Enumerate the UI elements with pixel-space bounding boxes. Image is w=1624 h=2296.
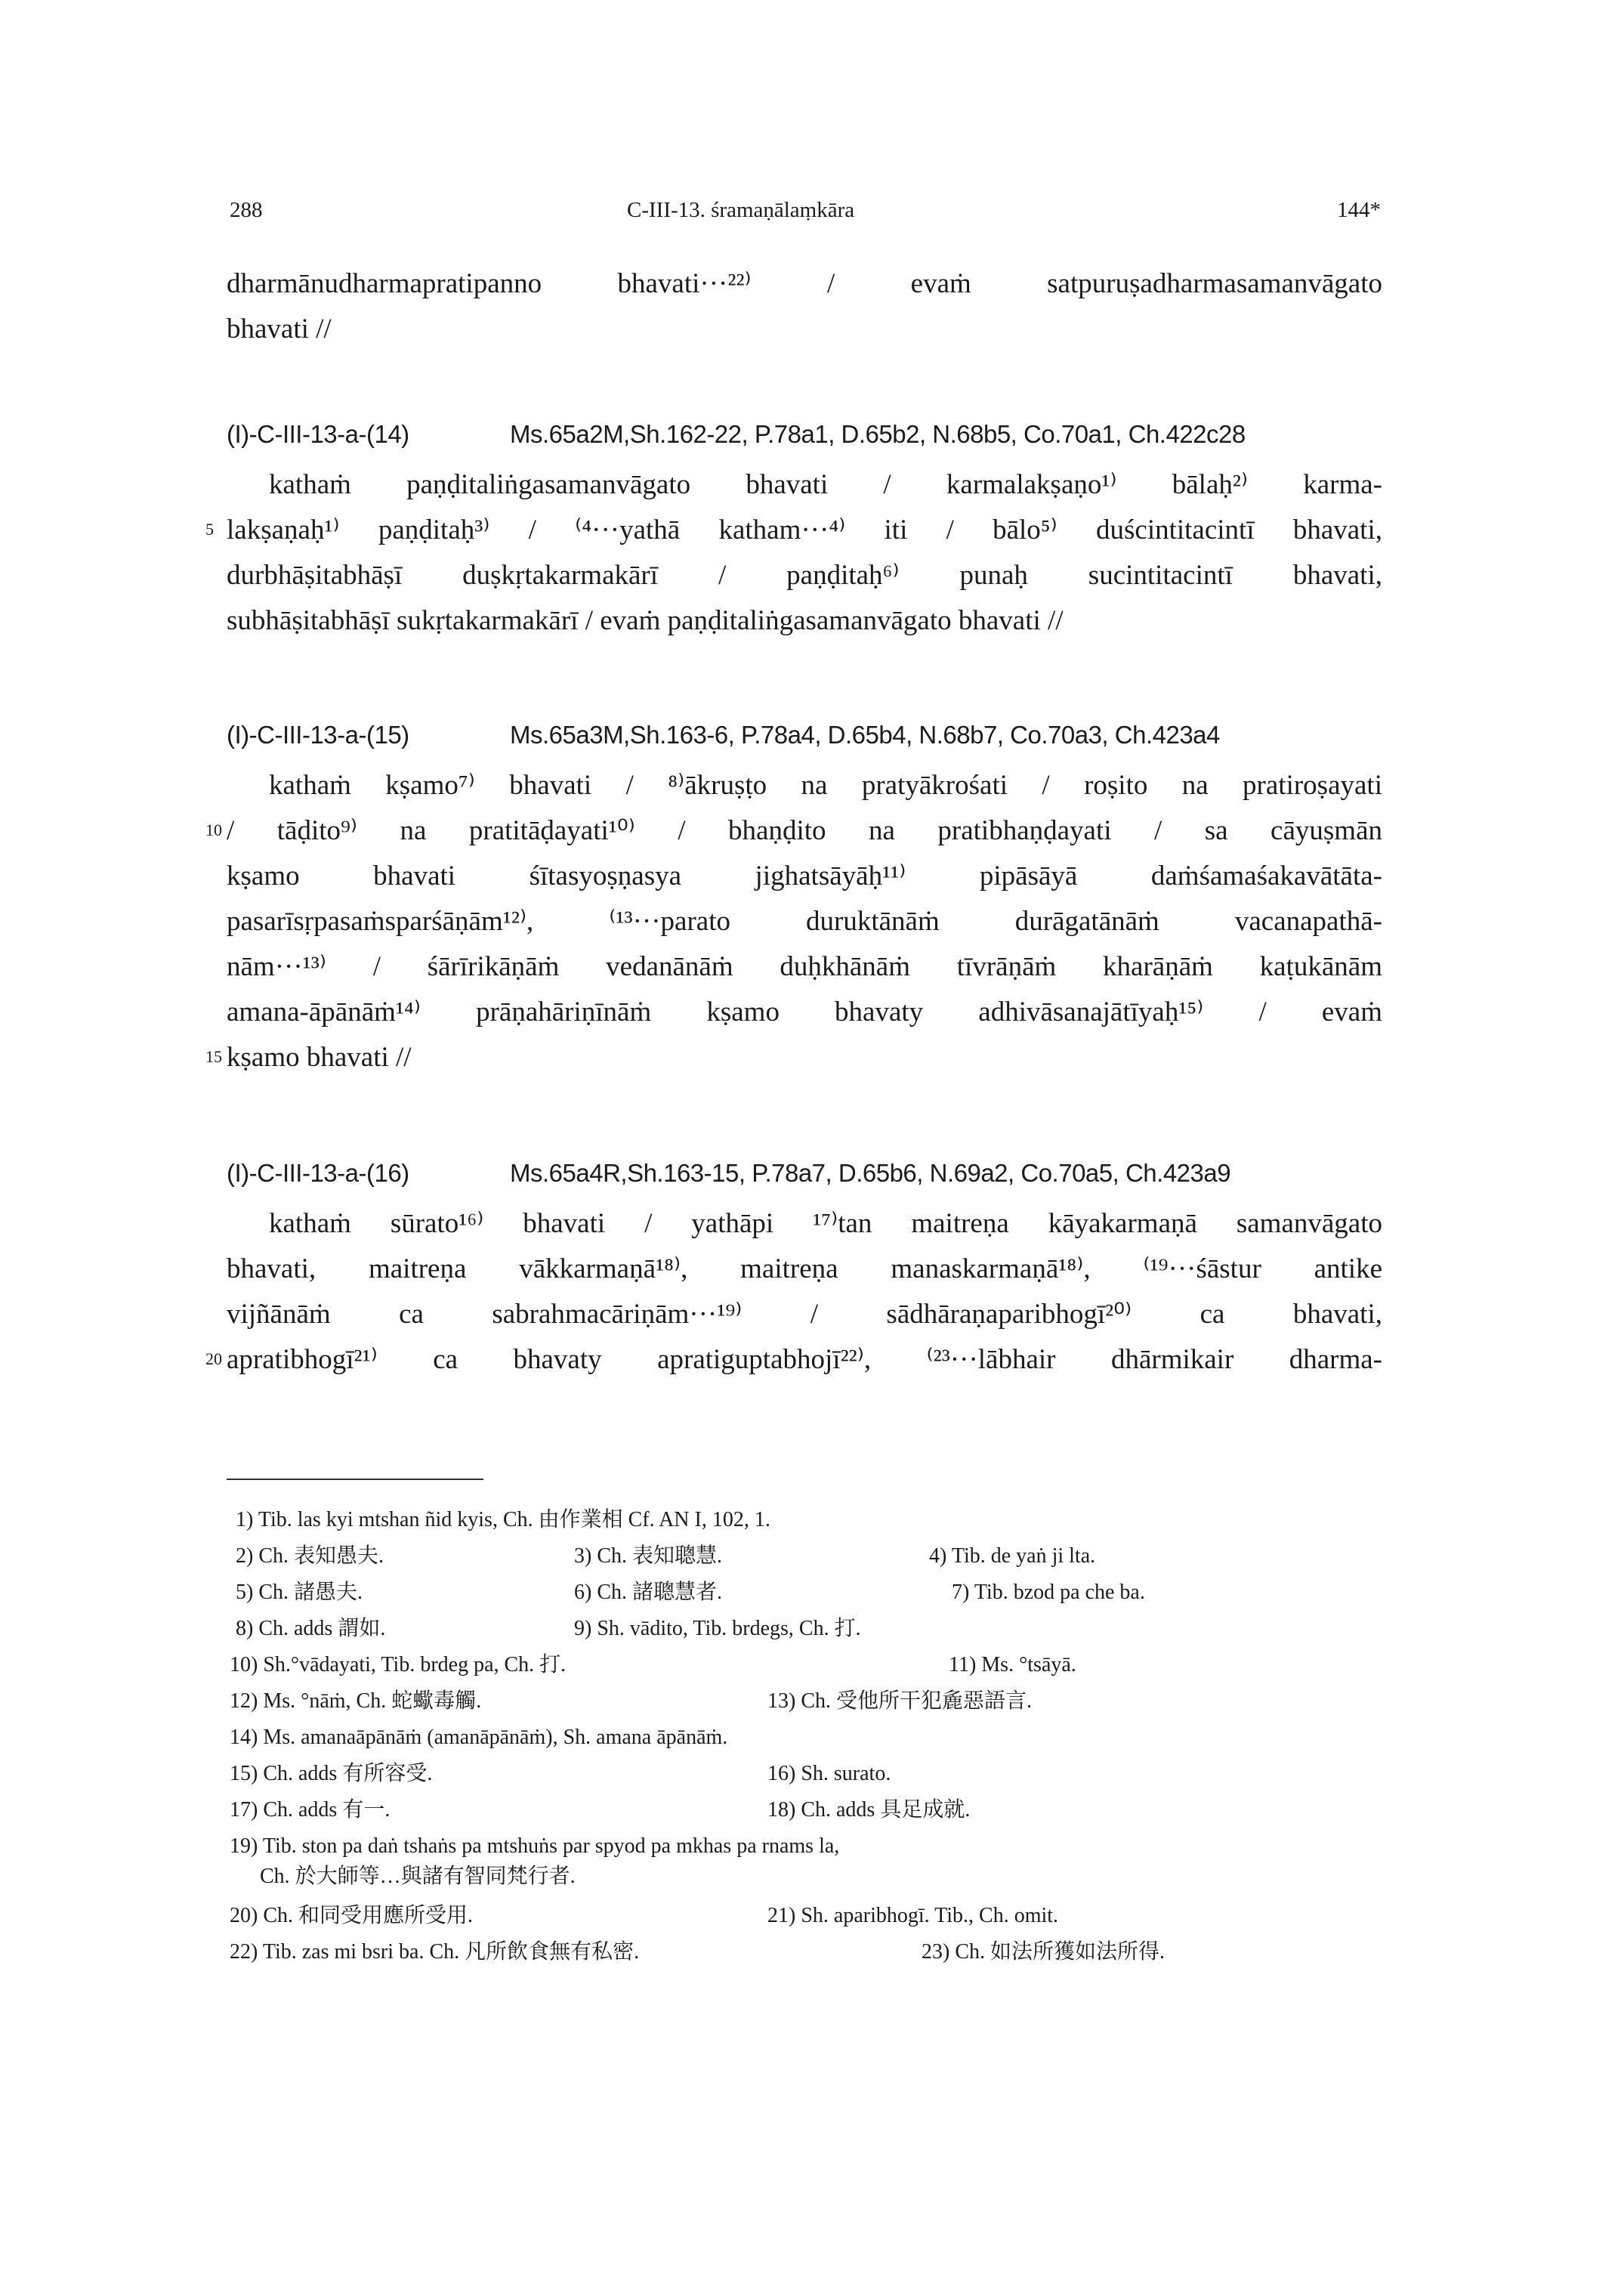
footnote: 11) Ms. °tsāyā. — [949, 1653, 1076, 1676]
section-refs: Ms.65a3M,Sh.163-6, P.78a4, D.65b4, N.68b7, Co.70a3, Ch.423a4 — [510, 721, 1220, 749]
body-line: nām···¹³⁾ / śārīrikāṇāṁ vedanānāṁ duḥkhānāṁ tīvrāṇāṁ kharāṇāṁ kaṭukānām — [227, 951, 1382, 982]
section-refs: Ms.65a4R,Sh.163-15, P.78a7, D.65b6, N.69a2, Co.70a5, Ch.423a9 — [510, 1159, 1231, 1187]
line-number: 20 — [205, 1349, 222, 1368]
footnote: 8) Ch. adds 謂如. — [236, 1617, 386, 1640]
section-id: (I)-C-III-13-a-(16) — [227, 1159, 409, 1187]
body-line: / tāḍito⁹⁾ na pratitāḍayati¹⁰⁾ / bhaṇḍito na pratibhaṇḍayati / sa cāyuṣmān — [227, 815, 1382, 846]
footnote: 7) Tib. bzod pa che ba. — [952, 1581, 1145, 1604]
body-line: kathaṁ paṇḍitaliṅgasamanvāgato bhavati / karmalakṣaṇo¹⁾ bālaḥ²⁾ karma- — [269, 469, 1382, 500]
line-number: 5 — [205, 520, 214, 539]
footnote: 18) Ch. adds 具足成就. — [767, 1798, 971, 1822]
body-line: dharmānudharmapratipanno bhavati···²²⁾ / evaṁ satpuruṣadharmasamanvāgato — [227, 268, 1382, 299]
footnote: 20) Ch. 和同受用應所受用. — [230, 1904, 474, 1927]
page-number: 288 — [230, 198, 263, 222]
footnote: 6) Ch. 諸聰慧者. — [574, 1581, 723, 1604]
section-refs: Ms.65a2M,Sh.162-22, P.78a1, D.65b2, N.68b5, Co.70a1, Ch.422c28 — [510, 420, 1246, 448]
page-reference: 144* — [1337, 198, 1381, 222]
body-line: kṣamo bhavati śītasyoṣṇasya jighatsāyāḥ¹¹⁾ pipāsāyā daṁśamaśakavātāta- — [227, 861, 1382, 892]
line-number: 15 — [205, 1047, 222, 1066]
footnote: 21) Sh. aparibhogī. Tib., Ch. omit. — [767, 1904, 1059, 1927]
footnote: 5) Ch. 諸愚夫. — [236, 1581, 363, 1604]
section-id: (I)-C-III-13-a-(15) — [227, 721, 409, 749]
footnote: 19) Tib. ston pa daṅ tshaṅs pa mtshuṅs par spyod pa mkhas pa rnams la, — [230, 1834, 840, 1858]
footnote: 4) Tib. de yaṅ ji lta. — [929, 1544, 1096, 1568]
footnote: 15) Ch. adds 有所容受. — [230, 1762, 433, 1785]
section-heading — [227, 1159, 1230, 1188]
body-line: kathaṁ sūrato¹⁶⁾ bhavati / yathāpi ¹⁷⁾tan maitreṇa kāyakarmaṇā samanvāgato — [269, 1208, 1382, 1239]
body-line: vijñānāṁ ca sabrahmacāriṇām···¹⁹⁾ / sādhāraṇaparibhogī²⁰⁾ ca bhavati, — [227, 1299, 1382, 1330]
footnote: 14) Ms. amanaāpānāṁ (amanāpānāṁ), Sh. amana āpānāṁ. — [230, 1726, 728, 1749]
body-line: pasarīsṛpasaṁsparśāṇām¹²⁾, ⁽¹³···parato duruktānāṁ durāgatānāṁ vacanapathā- — [227, 906, 1382, 937]
footnote: 16) Sh. surato. — [767, 1762, 891, 1785]
footnote: 1) Tib. las kyi mtshan ñid kyis, Ch. 由作業相 Cf. AN I, 102, 1. — [236, 1508, 770, 1531]
footnote: 17) Ch. adds 有一. — [230, 1798, 391, 1822]
section-heading — [227, 420, 1246, 449]
footnote-continuation: Ch. 於大師等…與諸有智同梵行者. — [260, 1865, 576, 1888]
line-number: 10 — [205, 820, 222, 839]
body-line: durbhāṣitabhāṣī duṣkṛtakarmakārī / paṇḍitaḥ⁶⁾ punaḥ sucintitacintī bhavati, — [227, 560, 1382, 591]
footnote: 23) Ch. 如法所獲如法所得. — [922, 1940, 1166, 1964]
section-id: (I)-C-III-13-a-(14) — [227, 420, 409, 448]
body-line: lakṣaṇaḥ¹⁾ paṇḍitaḥ³⁾ / ⁽⁴···yathā katham···⁴⁾ iti / bālo⁵⁾ duścintitacintī bhavati, — [227, 515, 1382, 545]
body-line: apratibhogī²¹⁾ ca bhavaty apratiguptabhojī²²⁾, ⁽²³···lābhair dhārmikair dharma- — [227, 1344, 1382, 1375]
body-line: subhāṣitabhāṣī sukṛtakarmakārī / evaṁ paṇḍitaliṅgasamanvāgato bhavati // — [227, 605, 1064, 636]
body-line: bhavati // — [227, 314, 332, 345]
footnote: 3) Ch. 表知聰慧. — [574, 1544, 723, 1568]
footnote-rule — [227, 1479, 483, 1480]
body-line: bhavati, maitreṇa vākkarmaṇā¹⁸⁾, maitreṇa manaskarmaṇā¹⁸⁾, ⁽¹⁹···śāstur antike — [227, 1253, 1382, 1284]
footnote: 13) Ch. 受他所干犯麁惡語言. — [767, 1689, 1033, 1713]
body-line: kathaṁ kṣamo⁷⁾ bhavati / ⁸⁾ākruṣṭo na pratyākrośati / roṣito na pratiroṣayati — [269, 770, 1382, 801]
footnote: 10) Sh.°vādayati, Tib. brdeg pa, Ch. 打. — [230, 1653, 567, 1676]
footnote: 22) Tib. zas mi bsri ba. Ch. 凡所飲食無有私密. — [230, 1940, 640, 1964]
body-line: kṣamo bhavati // — [227, 1042, 412, 1073]
body-line: amana-āpānāṁ¹⁴⁾ prāṇahāriṇīnāṁ kṣamo bhavaty adhivāsanajātīyaḥ¹⁵⁾ / evaṁ — [227, 997, 1382, 1027]
footnote: 2) Ch. 表知愚夫. — [236, 1544, 384, 1568]
footnote: 9) Sh. vādito, Tib. brdegs, Ch. 打. — [574, 1617, 861, 1640]
running-title: C-III-13. śramaṇālaṃkāra — [627, 198, 855, 222]
footnote: 12) Ms. °nāṁ, Ch. 蛇蠍毒觸. — [230, 1689, 482, 1713]
section-heading — [227, 721, 1220, 749]
